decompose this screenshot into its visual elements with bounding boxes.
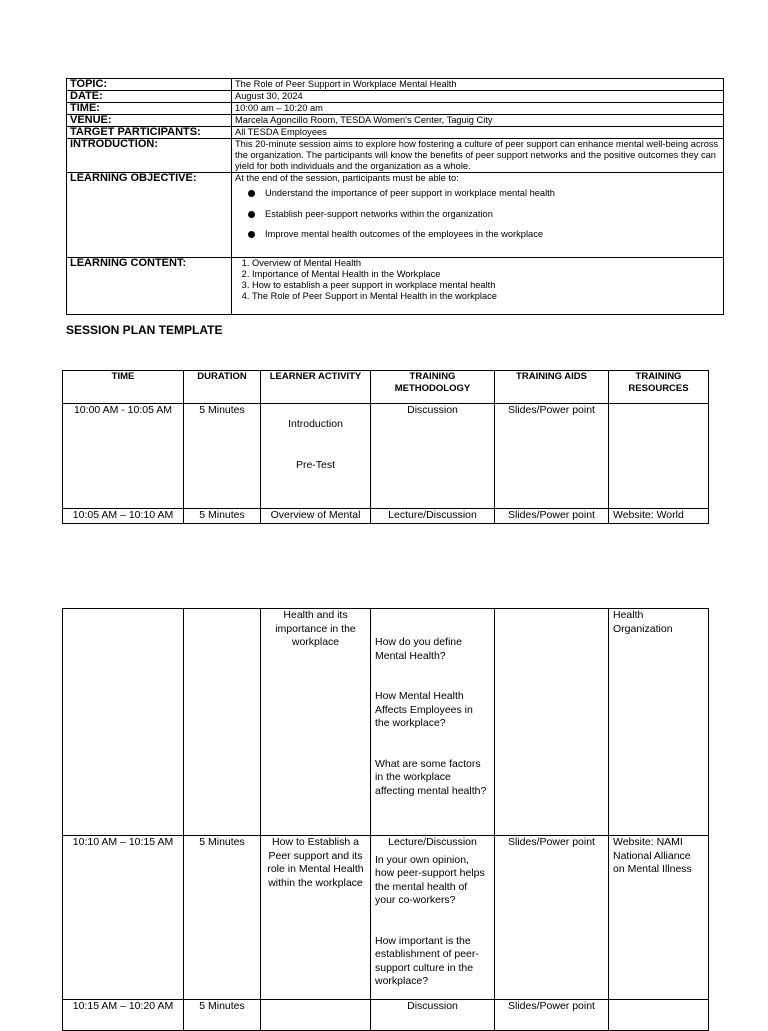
info-row-introduction xyxy=(67,139,724,173)
header-training-resources: TRAINING RESOURCES xyxy=(609,371,709,404)
row3-duration: 5 Minutes xyxy=(184,836,261,1000)
row2-time: 10:05 AM – 10:10 AM xyxy=(63,509,184,524)
row2-question: How Mental Health Affects Employees in the workplace? xyxy=(375,690,473,729)
row3-method-cell xyxy=(371,836,495,1000)
row3-question: How important is the establishment of peer-support culture in the workplace? xyxy=(375,934,479,987)
row4-duration: 5 Minutes xyxy=(184,1000,261,1031)
content-label: LEARNING CONTENT: xyxy=(67,258,232,315)
content-item: 4. The Role of Peer Support in Mental Health in the workplace xyxy=(252,291,720,302)
introduction-value: This 20-minute session aims to explore how fostering a culture of peer support can enhance mental well-being across the organization. The participants will know the benefits of peer support networks and the positive outcomes they can yield for both individuals and the organization as a whole. xyxy=(232,139,724,173)
participants-label: TARGET PARTICIPANTS: xyxy=(67,127,232,139)
row2-activity-part2: Health and its importance in the workplace xyxy=(261,609,371,836)
objective-label: LEARNING OBJECTIVE: xyxy=(67,173,232,258)
time-value: 10:00 am – 10:20 am xyxy=(232,103,724,115)
session-plan-table-page1 xyxy=(62,370,709,524)
row3-time: 10:10 AM – 10:15 AM xyxy=(63,836,184,1000)
table-row xyxy=(63,404,709,509)
content-cell xyxy=(232,258,724,315)
row2-question: What are some factors in the workplace affecting mental health? xyxy=(375,757,487,797)
session-plan-table-page2 xyxy=(62,608,709,1031)
objective-list xyxy=(235,188,720,240)
row1-activity-introduction: Introduction xyxy=(288,418,343,430)
row4-method: Discussion xyxy=(371,1000,495,1031)
header-training-methodology: TRAINING METHODOLOGY xyxy=(371,371,495,404)
row3-method: Lecture/Discussion xyxy=(388,836,477,848)
venue-value: Marcela Agoncillo Room, TESDA Women's Center, Taguig City xyxy=(232,115,724,127)
info-table xyxy=(66,78,724,315)
table-row xyxy=(63,1000,709,1031)
row2-aids-cont xyxy=(495,609,609,836)
row4-time: 10:15 AM – 10:20 AM xyxy=(63,1000,184,1031)
info-row-objective xyxy=(67,173,724,258)
row4-resources xyxy=(609,1000,709,1031)
row4-aids: Slides/Power point xyxy=(495,1000,609,1031)
participants-value: All TESDA Employees xyxy=(232,127,724,139)
session-plan-title: SESSION PLAN TEMPLATE xyxy=(66,323,223,337)
row2-questions xyxy=(371,609,495,836)
content-item: 3. How to establish a peer support in workplace mental health xyxy=(252,280,720,291)
row2-resources-part1: Website: World xyxy=(609,509,709,524)
topic-value: The Role of Peer Support in Workplace Mental Health xyxy=(232,79,724,91)
topic-label: TOPIC: xyxy=(67,79,232,91)
row1-time: 10:00 AM - 10:05 AM xyxy=(63,404,184,509)
info-row-venue xyxy=(67,115,724,127)
content-item: 2. Importance of Mental Health in the Workplace xyxy=(252,269,720,280)
table-row xyxy=(63,836,709,1000)
date-value: August 30, 2024 xyxy=(232,91,724,103)
row1-resources xyxy=(609,404,709,509)
header-duration: DURATION xyxy=(184,371,261,404)
info-row-content xyxy=(67,258,724,315)
row2-time-cont xyxy=(63,609,184,836)
row2-method: Lecture/Discussion xyxy=(371,509,495,524)
row3-activity: How to Establish a Peer support and its role in Mental Health within the workplace xyxy=(261,836,371,1000)
row3-aids: Slides/Power point xyxy=(495,836,609,1000)
row1-aids: Slides/Power point xyxy=(495,404,609,509)
info-row-date xyxy=(67,91,724,103)
objective-item: Establish peer-support networks within the organization xyxy=(265,209,720,220)
objective-intro: At the end of the session, participants must be able to: xyxy=(235,173,459,183)
row4-activity xyxy=(261,1000,371,1031)
introduction-label: INTRODUCTION: xyxy=(67,139,232,173)
info-row-topic xyxy=(67,79,724,91)
row3-resources: Website: NAMI National Alliance on Mental Illness xyxy=(609,836,709,1000)
date-label: DATE: xyxy=(67,91,232,103)
table-row xyxy=(63,609,709,836)
row1-method: Discussion xyxy=(371,404,495,509)
row1-activity xyxy=(261,404,371,509)
session-header-row xyxy=(63,371,709,404)
row1-activity-pretest: Pre-Test xyxy=(295,458,336,471)
objective-item: Improve mental health outcomes of the employees in the workplace xyxy=(265,229,720,240)
row2-resources-part2: Health Organization xyxy=(609,609,709,836)
info-row-participants xyxy=(67,127,724,139)
header-training-aids: TRAINING AIDS xyxy=(495,371,609,404)
row1-duration: 5 Minutes xyxy=(184,404,261,509)
content-list xyxy=(235,258,720,302)
table-row xyxy=(63,509,709,524)
row2-question: How do you define Mental Health? xyxy=(375,636,462,662)
time-label: TIME: xyxy=(67,103,232,115)
row3-question: In your own opinion, how peer-support helps the mental health of your co-workers? xyxy=(375,853,485,906)
row2-aids: Slides/Power point xyxy=(495,509,609,524)
row2-activity-part1: Overview of Mental xyxy=(261,509,371,524)
header-learner-activity: LEARNER ACTIVITY xyxy=(261,371,371,404)
row2-duration: 5 Minutes xyxy=(184,509,261,524)
content-item: 1. Overview of Mental Health xyxy=(252,258,720,269)
row2-duration-cont xyxy=(184,609,261,836)
info-row-time xyxy=(67,103,724,115)
venue-label: VENUE: xyxy=(67,115,232,127)
objective-cell xyxy=(232,173,724,258)
objective-item: Understand the importance of peer support in workplace mental health xyxy=(265,188,720,199)
header-time: TIME xyxy=(63,371,184,404)
